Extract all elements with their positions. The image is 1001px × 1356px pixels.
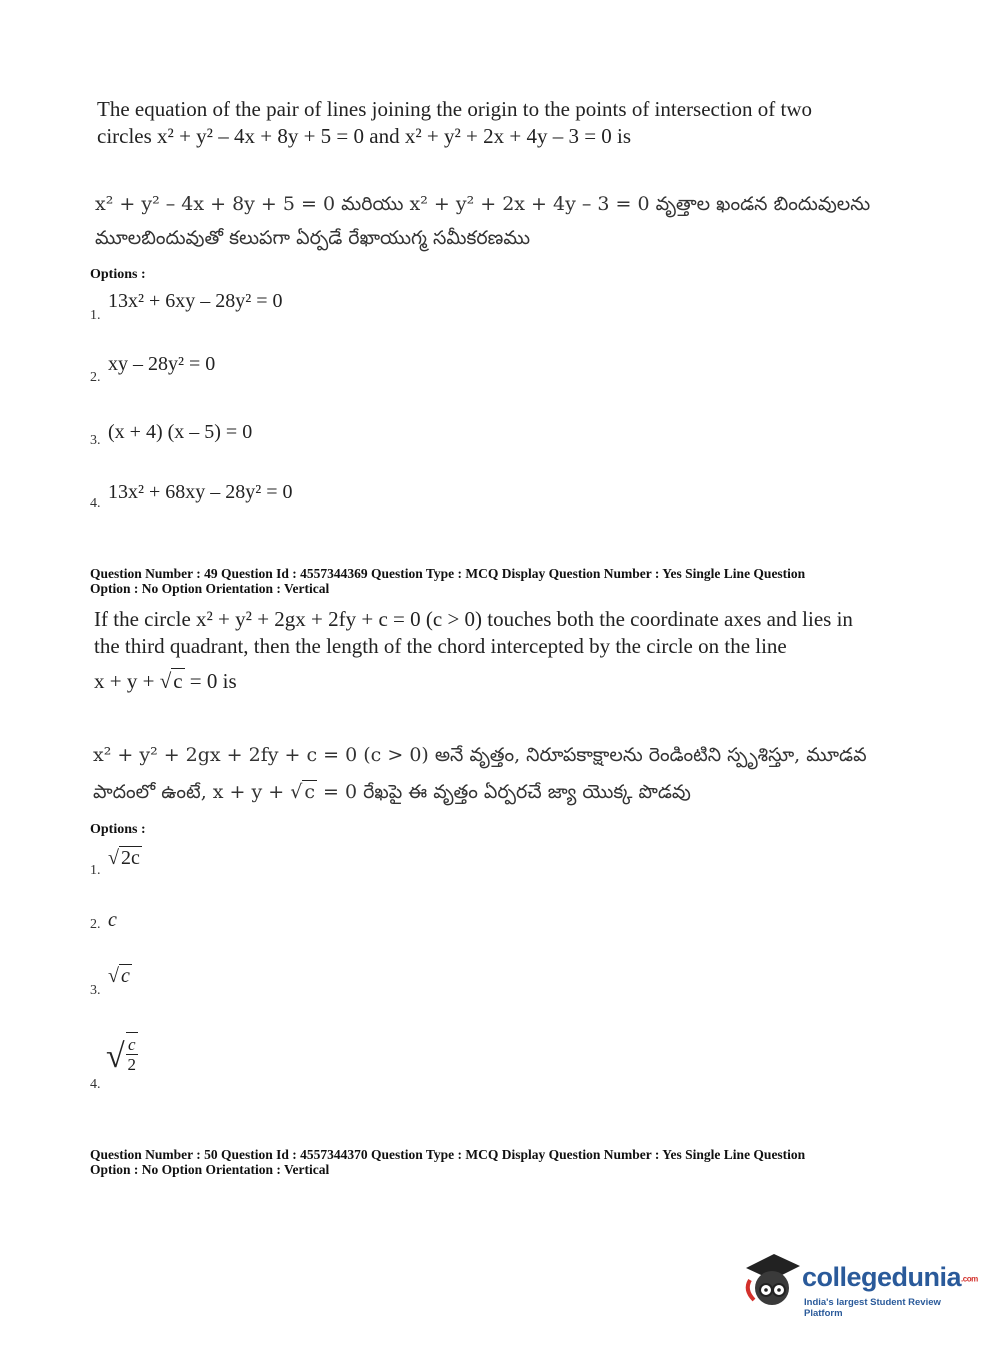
sqrt-radicand: c bbox=[173, 669, 183, 693]
fraction-numerator: c bbox=[128, 1035, 136, 1054]
q49-telugu-line-2-start: పాదంలో ఉంటే, x + y + bbox=[93, 781, 291, 803]
logo-suffix: .com bbox=[961, 1274, 978, 1284]
q48-english-line-1: The equation of the pair of lines joining the origin to the points of intersection of two bbox=[97, 97, 813, 121]
option-number: 2. bbox=[90, 370, 101, 385]
q49-telugu-line-2-end: = 0 రేఖపై ఈ వృత్తం ఏర్పరచే జ్యా యొక్క పొడవు bbox=[316, 781, 691, 803]
q49-line-eq-start: x + y + bbox=[94, 669, 160, 693]
q49-telugu-line-1: x² + y² + 2gx + 2fy + c = 0 (c > 0) అనే వృత్తం, నిరూపకాక్షాలను రెండింటిని స్పృశిస్తూ, మూడవ bbox=[93, 744, 867, 766]
q49-line-eq-end: = 0 is bbox=[184, 669, 237, 693]
q49-telugu-line-2 bbox=[93, 775, 923, 809]
q48-options-label: Options : bbox=[90, 267, 146, 282]
sqrt-sign: √ bbox=[106, 1038, 125, 1075]
option-number: 4. bbox=[90, 496, 101, 511]
sqrt-radicand: c bbox=[304, 781, 315, 803]
q50-meta-line-2: Option : No Option Orientation : Vertical bbox=[90, 1162, 330, 1177]
sqrt-c: √c bbox=[159, 669, 183, 693]
q48-telugu-line-2: మూలబిందువుతో కలుపగా ఏర్పడే రేఖాయుగ్మ సమీకరణము bbox=[95, 227, 531, 249]
q48-english-line-2: circles x² + y² – 4x + 8y + 5 = 0 and x² + y² + 2x + 4y – 3 = 0 is bbox=[97, 124, 632, 148]
option-text: c bbox=[108, 909, 117, 931]
q49-english-line-2: the third quadrant, then the length of the chord intercepted by the circle on the line bbox=[94, 634, 787, 658]
q49-options-label: Options : bbox=[90, 822, 146, 837]
sqrt-c: √ c bbox=[290, 781, 315, 803]
fraction-denominator: 2 bbox=[127, 1055, 137, 1074]
sqrt-radicand: 2c bbox=[120, 847, 140, 869]
collegedunia-logo[interactable] bbox=[740, 1250, 980, 1320]
logo-wordmark: collegedunia bbox=[802, 1262, 962, 1292]
option-text: 13x² + 68xy – 28y² = 0 bbox=[108, 481, 293, 503]
option-number: 3. bbox=[90, 983, 101, 998]
q49-english-line-3 bbox=[94, 668, 894, 695]
option-number: 3. bbox=[90, 433, 101, 448]
q49-english-line-1: If the circle x² + y² + 2gx + 2fy + c = 0 (c > 0) touches both the coordinate axes and lies in bbox=[94, 607, 853, 631]
option-number: 2. bbox=[90, 917, 101, 932]
sqrt-c: √ c bbox=[108, 965, 130, 987]
option-number: 1. bbox=[90, 308, 101, 323]
sqrt-2c: √ 2c bbox=[108, 847, 140, 869]
q50-meta-line-1: Question Number : 50 Question Id : 4557344370 Question Type : MCQ Display Question Number : Yes Single Line Question bbox=[90, 1147, 806, 1162]
option-text: (x + 4) (x – 5) = 0 bbox=[108, 421, 253, 443]
logo-tagline: India's largest Student Review Platform bbox=[804, 1297, 941, 1319]
option-number: 1. bbox=[90, 863, 101, 878]
q49-meta-line-2: Option : No Option Orientation : Vertical bbox=[90, 581, 330, 596]
q49-meta-line-1: Question Number : 49 Question Id : 4557344369 Question Type : MCQ Display Question Number : Yes Single Line Question bbox=[90, 566, 806, 581]
option-text: 13x² + 6xy – 28y² = 0 bbox=[108, 290, 283, 312]
option-text: xy – 28y² = 0 bbox=[108, 353, 216, 375]
q48-telugu-line-1: x² + y² – 4x + 8y + 5 = 0 మరియు x² + y² + 2x + 4y – 3 = 0 వృత్తాల ఖండన బిందువులను bbox=[95, 193, 871, 215]
mascot-icon bbox=[740, 1250, 802, 1314]
fraction-c-over-2 bbox=[126, 1032, 138, 1074]
option-number: 4. bbox=[90, 1077, 101, 1092]
sqrt-radicand: c bbox=[120, 965, 130, 987]
